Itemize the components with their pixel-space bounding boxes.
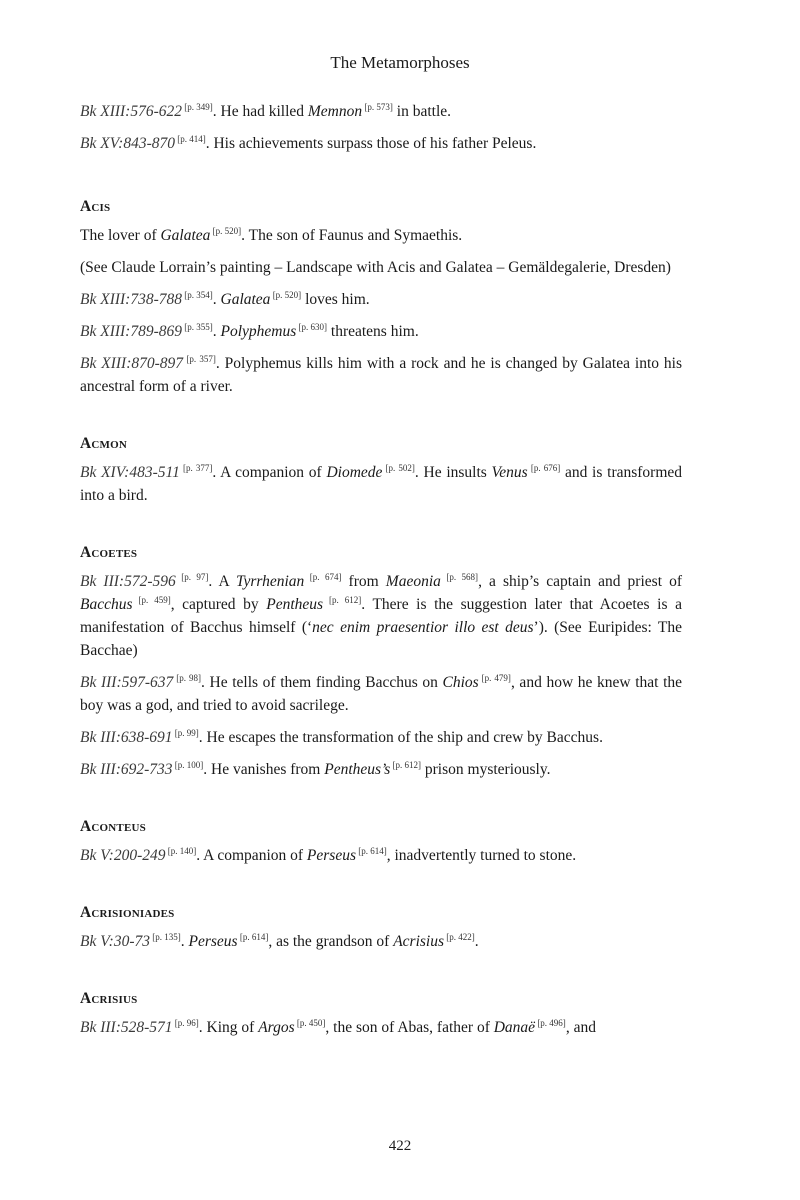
book-reference-link[interactable]: Bk III:572-596 <box>80 573 176 590</box>
entry-text: from <box>341 573 386 590</box>
entry-paragraph <box>80 758 682 781</box>
cross-reference-term: Tyrrhenian <box>235 573 305 590</box>
entry-paragraph <box>80 844 682 867</box>
page-reference[interactable]: [p. 422] <box>444 931 475 942</box>
cross-reference-term: Galatea <box>160 227 211 244</box>
entry-paragraph <box>80 288 682 311</box>
entry-text: , inadvertently turned to stone. <box>386 847 577 864</box>
book-reference-link[interactable]: Bk V:30-73 <box>80 933 151 950</box>
page-reference[interactable]: [p. 573] <box>362 101 393 112</box>
entry-text: (See Claude Lorrain’s painting – Landscape with Acis and Galatea – Gemäldegalerie, Dresden) <box>80 259 671 276</box>
entry-text: loves him. <box>301 291 370 308</box>
entry-paragraph <box>80 930 682 953</box>
entry-text: . He escapes the transformation of the ship and crew by Bacchus. <box>198 729 603 746</box>
book-reference-link[interactable]: Bk XIII:870-897 <box>80 355 184 372</box>
page-reference[interactable]: [p. 612] <box>390 759 422 770</box>
entry-text: , the son of Abas, father of <box>325 1019 494 1036</box>
entry-text: . <box>180 933 189 950</box>
book-reference-link[interactable]: Bk XIV:483-511 <box>80 464 180 481</box>
page-reference[interactable]: [p. 96] <box>172 1017 199 1028</box>
page-reference[interactable]: [p. 496] <box>535 1017 566 1028</box>
page-reference[interactable]: [p. 674] <box>304 571 342 582</box>
page-reference[interactable]: [p. 349] <box>182 101 213 112</box>
cross-reference-term: nec enim praesentior illo est deus <box>312 619 534 636</box>
entry-text: , and how he knew that the boy was a god, and tried to avoid sacrilege. <box>80 674 683 714</box>
book-reference-link[interactable]: Bk III:692-733 <box>80 761 173 778</box>
entry-text: . A companion of <box>196 847 307 864</box>
entry-text: . There is the suggestion later that Acoetes is a manifestation of Bacchus himself (‘ <box>80 596 682 636</box>
cross-reference-term: Pentheus <box>266 596 324 613</box>
page-reference[interactable]: [p. 520] <box>210 225 242 236</box>
entry-text: The lover of <box>80 227 161 244</box>
entry-heading: Acoetes <box>80 544 138 561</box>
cross-reference-term: Venus <box>491 464 528 481</box>
page-reference[interactable]: [p. 676] <box>527 462 561 473</box>
entry-text: . He had killed <box>212 103 308 120</box>
entry-paragraph <box>80 461 682 507</box>
page-reference[interactable]: [p. 614] <box>237 931 269 942</box>
entry-text: . His achievements surpass those of his father Peleus. <box>205 135 537 152</box>
cross-reference-term: Argos <box>258 1019 295 1036</box>
book-reference-link[interactable]: Bk XIII:576-622 <box>80 103 182 120</box>
page-reference[interactable]: [p. 355] <box>182 321 213 332</box>
entry-heading: Aconteus <box>80 818 146 835</box>
cross-reference-term: Pentheus’s <box>324 761 391 778</box>
entry-paragraph <box>80 1016 682 1039</box>
page-reference[interactable]: [p. 99] <box>172 727 199 738</box>
entry-paragraph <box>80 352 682 398</box>
index-body <box>80 100 682 1048</box>
entry-heading: Acmon <box>80 435 128 452</box>
entry-text: ’). (See Euripides: The Bacchae) <box>80 619 682 659</box>
entry-paragraph <box>80 726 682 749</box>
entry-paragraph <box>80 570 682 662</box>
entry-text: . He tells of them finding Bacchus on <box>201 674 443 691</box>
page-number: 422 <box>388 1138 412 1154</box>
page-reference[interactable]: [p. 414] <box>174 133 206 144</box>
page-reference[interactable]: [p. 612] <box>323 594 362 605</box>
entry-text: , and <box>565 1019 596 1036</box>
page-reference[interactable]: [p. 479] <box>478 672 511 683</box>
book-reference-link[interactable]: Bk III:638-691 <box>80 729 173 746</box>
entry-paragraph <box>80 132 682 155</box>
cross-reference-term: Perseus <box>306 847 356 864</box>
cross-reference-term: Bacchus <box>80 596 133 613</box>
book-reference-link[interactable]: Bk XV:843-870 <box>80 135 175 152</box>
page-reference[interactable]: [p. 140] <box>165 845 197 856</box>
page-reference[interactable]: [p. 100] <box>172 759 204 770</box>
entry-text: . King of <box>198 1019 259 1036</box>
cross-reference-term: Maeonia <box>385 573 441 590</box>
entry-text: prison mysteriously. <box>421 761 551 778</box>
book-reference-link[interactable]: Bk XIII:738-788 <box>80 291 182 308</box>
entry-paragraph <box>80 256 682 279</box>
page-reference[interactable]: [p. 354] <box>182 289 213 300</box>
page-reference[interactable]: [p. 614] <box>356 845 387 856</box>
page-reference[interactable]: [p. 377] <box>179 462 213 473</box>
page-reference[interactable]: [p. 520] <box>270 289 302 300</box>
cross-reference-term: Danaë <box>493 1019 536 1036</box>
cross-reference-term: Perseus <box>188 933 238 950</box>
page-reference[interactable]: [p. 98] <box>173 672 202 683</box>
entry-text: . <box>212 291 221 308</box>
entry-text: . <box>474 933 479 950</box>
page-reference[interactable]: [p. 135] <box>150 931 181 942</box>
entry-text: . The son of Faunus and Symaethis. <box>241 227 463 244</box>
cross-reference-term: Galatea <box>220 291 271 308</box>
entry-text: in battle. <box>392 103 452 120</box>
cross-reference-term: Polyphemus <box>220 323 297 340</box>
page-reference[interactable]: [p. 630] <box>296 321 328 332</box>
entry-text: , a ship’s captain and priest of <box>478 573 682 590</box>
entry-text: . He insults <box>414 464 492 481</box>
running-head: The Metamorphoses <box>330 53 470 72</box>
entry-text: threatens him. <box>327 323 419 340</box>
cross-reference-term: Chios <box>442 674 479 691</box>
page-reference[interactable]: [p. 502] <box>382 462 415 473</box>
book-reference-link[interactable]: Bk III:528-571 <box>80 1019 173 1036</box>
entry-text: , captured by <box>170 596 267 613</box>
entry-heading: Acrisioniades <box>80 904 175 921</box>
entry-text: . A <box>208 573 236 590</box>
page-reference[interactable]: [p. 568] <box>440 571 479 582</box>
entry-text: , as the grandson of <box>268 933 394 950</box>
entry-paragraph <box>80 100 682 123</box>
entry-paragraph <box>80 671 682 717</box>
book-reference-link[interactable]: Bk XIII:789-869 <box>80 323 182 340</box>
cross-reference-term: Acrisius <box>393 933 444 950</box>
cross-reference-term: Memnon <box>307 103 363 120</box>
entry-heading: Acrisius <box>80 990 138 1007</box>
entry-text: . Polyphemus kills him with a rock and he is changed by Galatea into his ancestral form of a river. <box>80 355 683 395</box>
book-reference-link[interactable]: Bk III:597-637 <box>80 674 174 691</box>
entry-paragraph <box>80 224 682 247</box>
entry-text: . A companion of <box>212 464 327 481</box>
book-reference-link[interactable]: Bk V:200-249 <box>80 847 166 864</box>
entry-text: . <box>212 323 221 340</box>
entry-paragraph <box>80 320 682 343</box>
entry-text: . He vanishes from <box>203 761 325 778</box>
entry-text: and is transformed into a bird. <box>80 464 683 504</box>
page-reference[interactable]: [p. 357] <box>183 353 216 364</box>
page-reference[interactable]: [p. 97] <box>175 571 209 582</box>
page-reference[interactable]: [p. 450] <box>294 1017 326 1028</box>
entry-heading: Acis <box>80 198 111 215</box>
page-reference[interactable]: [p. 459] <box>132 594 171 605</box>
cross-reference-term: Diomede <box>326 464 383 481</box>
